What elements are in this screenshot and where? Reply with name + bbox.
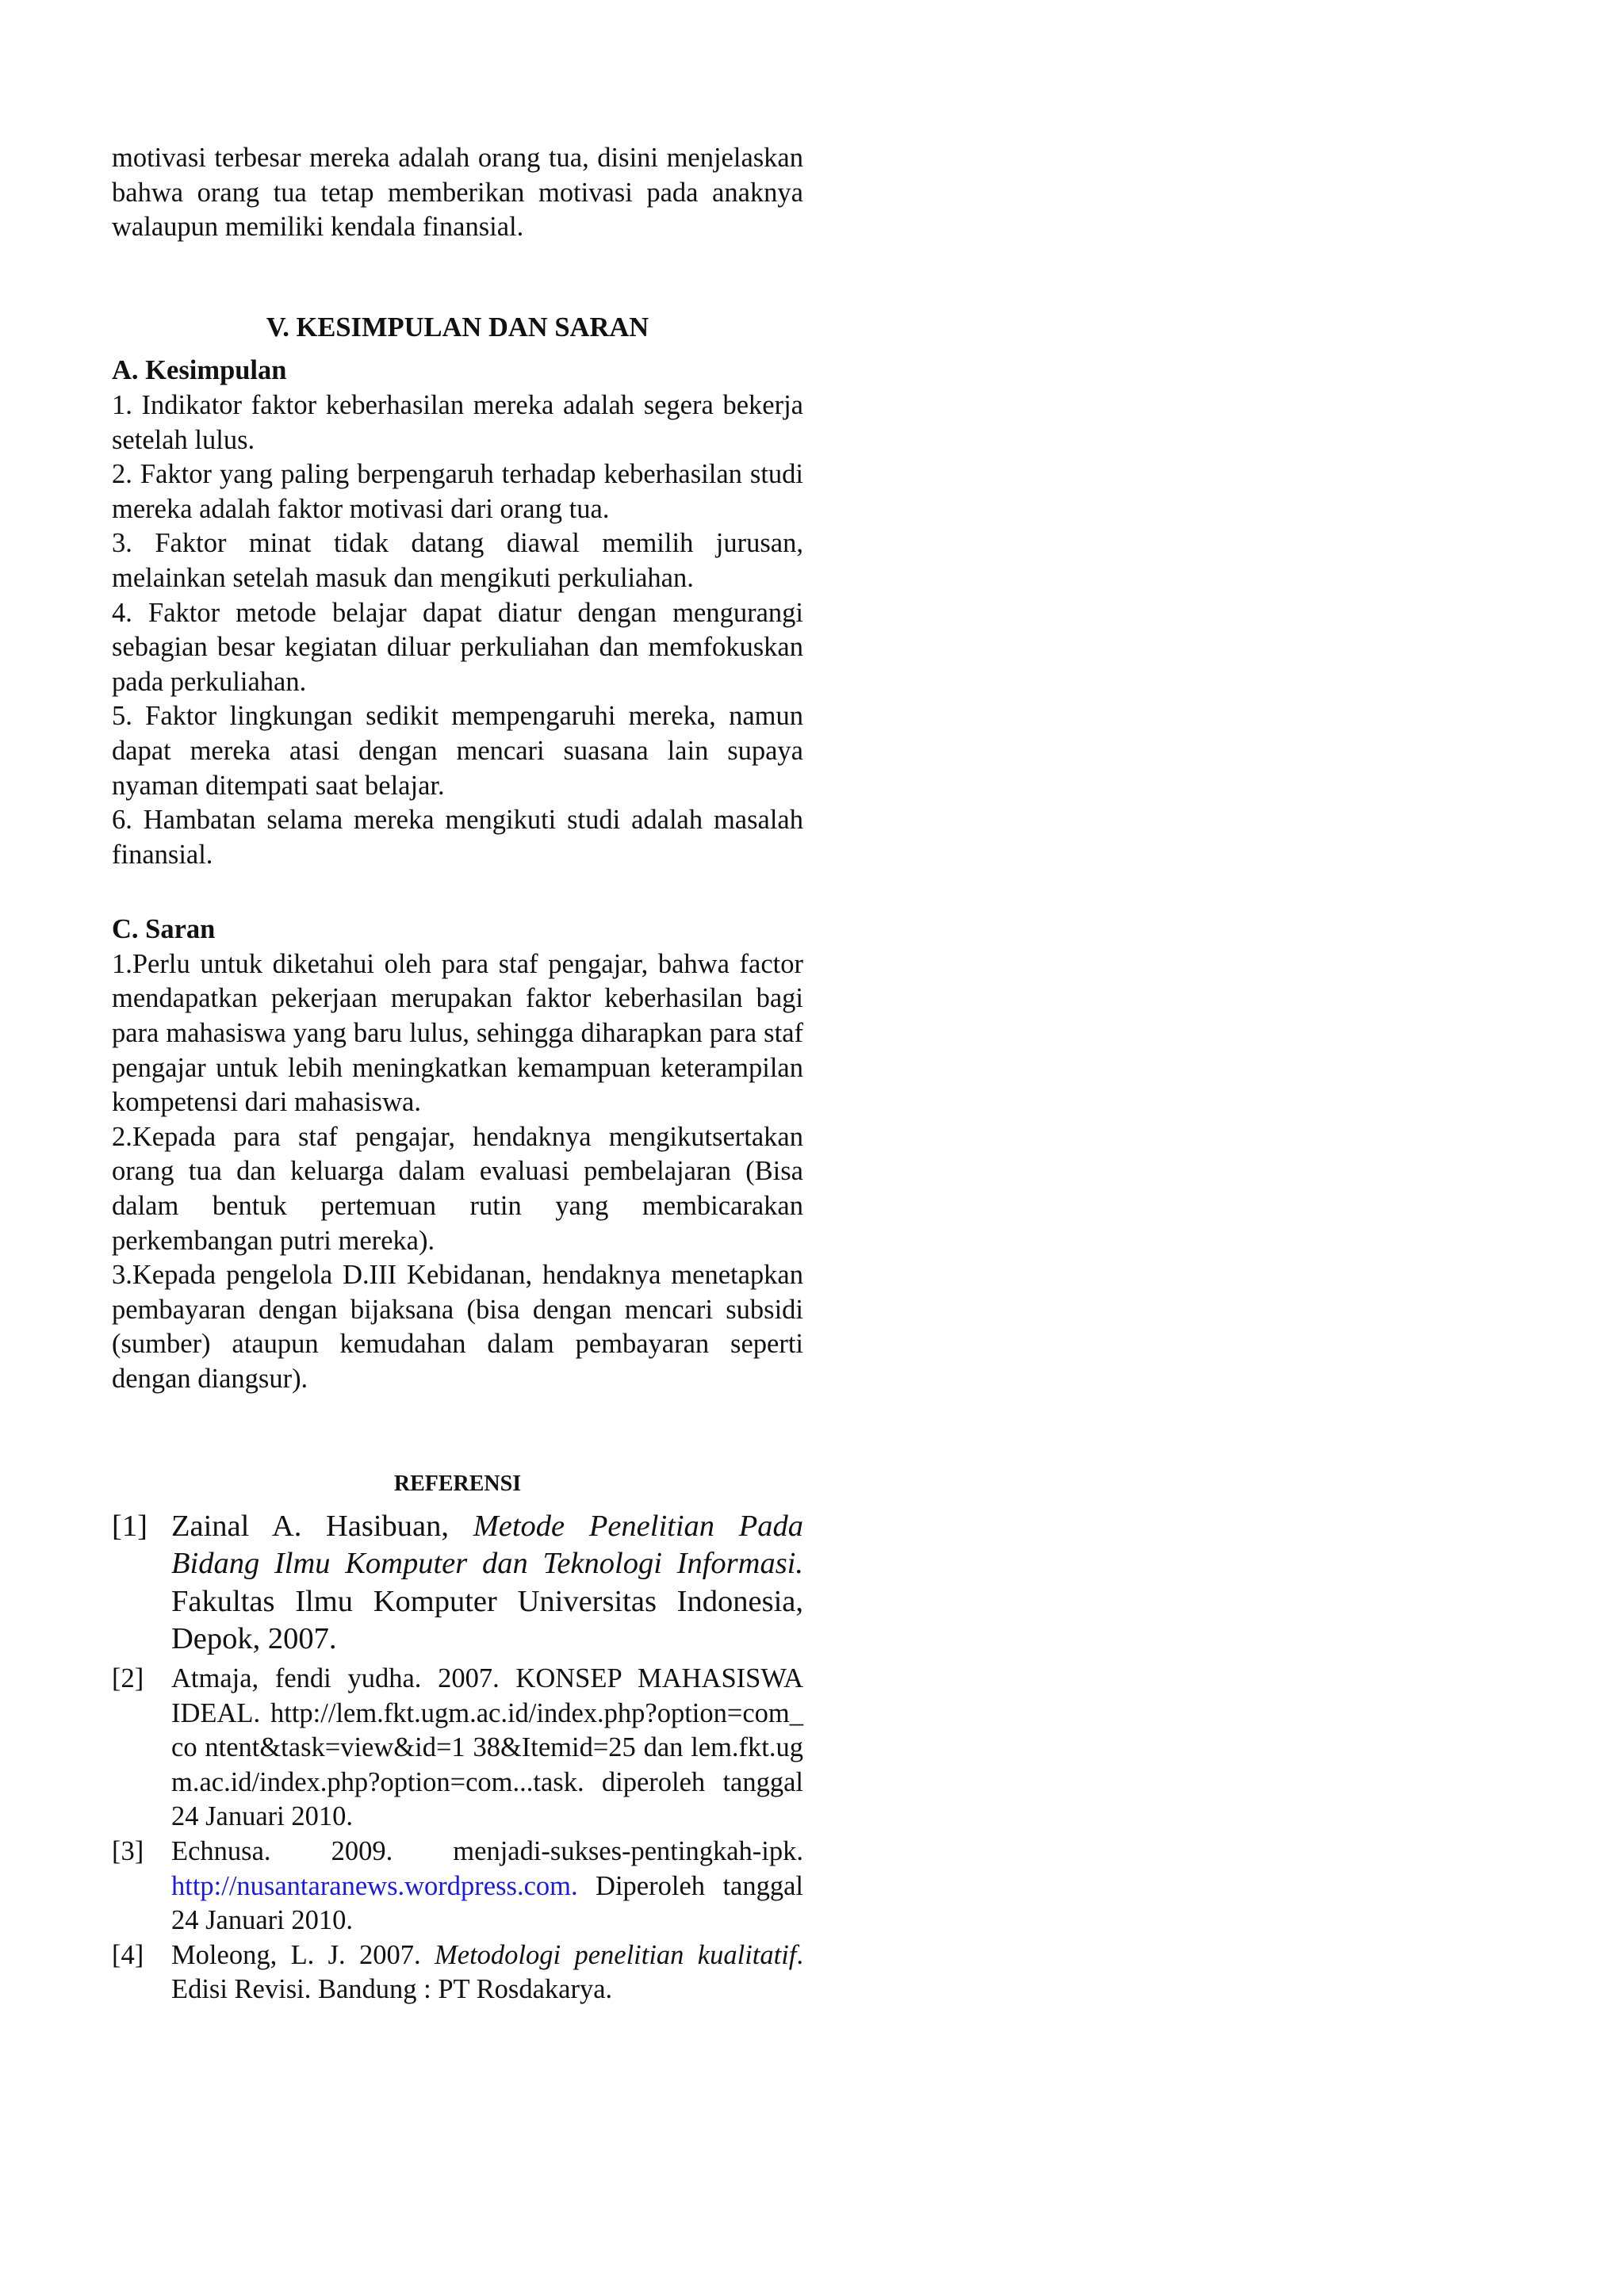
- reference-text: [171, 1835, 803, 1938]
- kesimpulan-item: 3. Faktor minat tidak datang diawal memilih jurusan, melainkan setelah masuk dan mengikuti perkuliahan.: [112, 528, 803, 593]
- kesimpulan-item: 4. Faktor metode belajar dapat diatur dengan mengurangi sebagian besar kegiatan diluar perkuliahan dan memfokuskan pada perkuliahan.: [112, 597, 803, 697]
- text-column: [112, 141, 803, 2007]
- spacer: [112, 1397, 803, 1470]
- saran-list: [112, 947, 803, 1397]
- kesimpulan-item: 5. Faktor lingkungan sedikit mempengaruhi mereka, namun dapat mereka atasi dengan mencari suasana lain supaya nyaman ditempati saat belajar.: [112, 701, 803, 801]
- kesimpulan-item: 1. Indikator faktor keberhasilan mereka adalah segera bekerja setelah lulus.: [112, 389, 803, 455]
- reference-date: Diperoleh tanggal 24 Januari 2010.: [171, 1870, 803, 1936]
- reference-title: Metode Penelitian Pada Bidang Ilmu Komputer dan Teknologi Informasi.: [171, 1509, 803, 1581]
- reference-item: [112, 1938, 803, 2007]
- reference-list: [112, 1508, 803, 2007]
- reference-text: [171, 1662, 803, 1835]
- reference-number: [2]: [112, 1663, 144, 1693]
- reference-text: [171, 1508, 803, 1659]
- reference-text: [171, 1938, 803, 2007]
- references-title: REFERENSI: [393, 1471, 522, 1496]
- reference-item: [112, 1662, 803, 1835]
- reference-rest: Fakultas Ilmu Komputer Universitas Indonesia, Depok, 2007.: [171, 1584, 803, 1656]
- reference-author: Echnusa. 2009. menjadi-sukses-pentingkah-ipk.: [171, 1835, 803, 1866]
- reference-date: diperoleh tanggal 24 Januari 2010.: [171, 1766, 803, 1832]
- saran-item: 2.Kepada para staf pengajar, hendaknya mengikutsertakan orang tua dan keluarga dalam evaluasi pembelajaran (Bisa dalam bentuk pertemuan rutin yang membicarakan perkembangan putri mereka).: [112, 1121, 803, 1256]
- kesimpulan-list: [112, 388, 803, 872]
- saran-heading: C. Saran: [112, 914, 216, 945]
- reference-number: [3]: [112, 1835, 144, 1866]
- reference-item: [112, 1508, 803, 1659]
- section-title: V. KESIMPULAN DAN SARAN: [266, 312, 649, 342]
- reference-number: [1]: [112, 1509, 147, 1543]
- reference-author: Zainal A. Hasibuan,: [171, 1509, 473, 1543]
- reference-rest: . Edisi Revisi. Bandung : PT Rosdakarya.: [171, 1939, 803, 2005]
- spacer: [112, 872, 803, 913]
- reference-author: Atmaja, fendi yudha. 2007. KONSEP MAHASISWA IDEAL.: [171, 1663, 803, 1728]
- reference-number: [4]: [112, 1939, 144, 1970]
- reference-url: http://lem.fkt.ugm.ac.id/index.php?option=com_co ntent&task=view&id=1 38&Itemid=25 dan: [171, 1697, 803, 1763]
- saran-item: 1.Perlu untuk diketahui oleh para staf pengajar, bahwa factor mendapatkan pekerjaan merupakan faktor keberhasilan bagi para mahasiswa yang baru lulus, sehingga diharapkan para staf pengajar untuk lebih meningkatkan kemampuan keterampilan kompetensi dari mahasiswa.: [112, 948, 803, 1118]
- kesimpulan-heading: A. Kesimpulan: [112, 355, 287, 386]
- intro-paragraph: motivasi terbesar mereka adalah orang tua, disini menjelaskan bahwa orang tua tetap memberikan motivasi pada anaknya walaupun memiliki kendala finansial.: [112, 143, 803, 243]
- reference-author: Moleong, L. J. 2007.: [171, 1939, 435, 1970]
- reference-title: Metodologi penelitian kualitatif: [435, 1939, 797, 1970]
- kesimpulan-item: 6. Hambatan selama mereka mengikuti studi adalah masalah finansial.: [112, 805, 803, 870]
- saran-item: 3.Kepada pengelola D.III Kebidanan, hendaknya menetapkan pembayaran dengan bijaksana (bisa dengan mencari subsidi (sumber) ataupun kemudahan dalam pembayaran seperti dengan diangsur).: [112, 1260, 803, 1394]
- reference-url: lem.fkt.ugm.ac.id/index.php?option=com...task.: [171, 1732, 804, 1797]
- kesimpulan-item: 2. Faktor yang paling berpengaruh terhadap keberhasilan studi mereka adalah faktor motivasi dari orang tua.: [112, 459, 803, 524]
- reference-link[interactable]: http://nusantaranews.wordpress.com.: [171, 1870, 578, 1901]
- reference-item: [112, 1835, 803, 1938]
